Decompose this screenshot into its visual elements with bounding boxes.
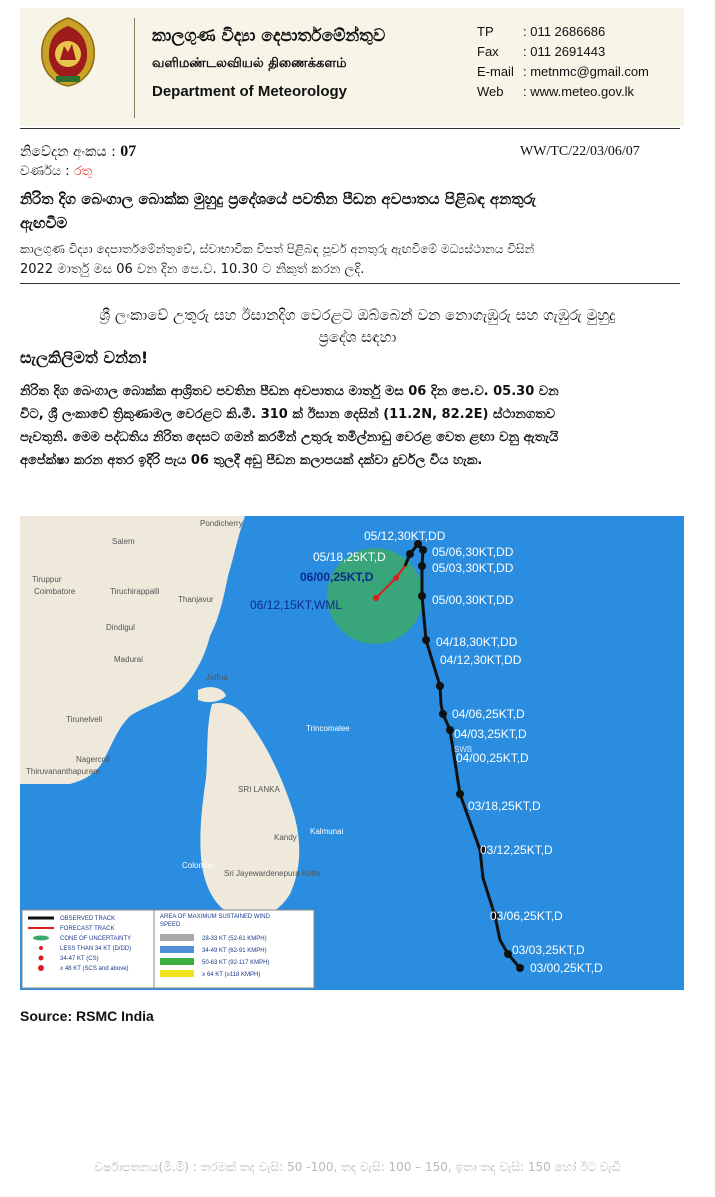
place-label: Trincomalee — [306, 724, 350, 733]
rainfall-footnote: වර්ෂාපතනය(මි.මී) : තරමක් තද වැසි: 50 -100, තද වැසි: 100 – 150, ඉතා තද වැසි: 150 හෝ ඊට වැඩි — [94, 1160, 621, 1174]
place-label: Coimbatore — [34, 587, 76, 596]
track-label: 05/06,30KT,DD — [432, 545, 514, 559]
place-label: SRI LANKA — [238, 785, 280, 794]
legend-label: FORECAST TRACK — [60, 926, 115, 932]
contact-value: : 011 2686686 — [523, 24, 606, 39]
warning-line-1: ශ්‍රී ලංකාවේ උතුරු සහ ඊසානදිග වෙරළට ඔබ්බෙන් වන නොගැඹුරු සහ ගැඹුරු මුහුදු — [99, 306, 616, 324]
contact-label: Fax — [477, 44, 499, 59]
track-label: 04/18,30KT,DD — [436, 635, 518, 649]
track-label: 05/03,30KT,DD — [432, 561, 514, 575]
place-label: Pondicherry — [200, 519, 243, 528]
contact-row — [477, 82, 649, 102]
contact-details — [477, 22, 649, 102]
jaffna-peninsula — [198, 687, 226, 702]
map-legend — [22, 910, 314, 988]
body-line-4: අපේක්ෂා කරන අතර ඉදිරි පැය 06 තුලදී අඩු පීඩන කලාපයක් දක්වා දුර්වල විය හැක. — [20, 453, 483, 468]
issued-line-2: 2022 මාර්තු මස 06 වන දින පෙ.ව. 10.30 ට නිකුත් කරන ලදි. — [20, 262, 365, 277]
notice-color — [20, 164, 92, 179]
place-label: Tiruppur — [32, 575, 62, 584]
legend-label: LESS THAN 34 KT (D/DD) — [60, 946, 132, 952]
track-label: 03/06,25KT,D — [490, 909, 563, 923]
contact-label: Web — [477, 84, 504, 99]
track-label: 03/18,25KT,D — [468, 799, 541, 813]
warning-line-2: ප්‍රදේශ සඳහා — [318, 328, 397, 346]
track-point — [456, 790, 464, 798]
place-label: Kandy — [274, 833, 297, 842]
place-label: Sri Jayewardenepura Kotte — [224, 869, 321, 878]
track-point — [406, 550, 414, 558]
legend-title: AREA OF MAXIMUM SUSTAINED WIND — [160, 914, 270, 920]
place-label: SWB — [454, 745, 473, 754]
track-label: 03/00,25KT,D — [530, 961, 603, 975]
headline-line-1: නිරිත දිග බෙංගාල බොක්ක මුහුදු ප්‍රදේශයේ පවතින පීඩන අවපාතය පිළිබඳ අනතුරු — [20, 190, 537, 208]
track-point — [436, 682, 444, 690]
track-label: 05/12,30KT,DD — [364, 529, 446, 543]
national-emblem-icon — [38, 16, 98, 88]
forecast-point — [373, 595, 379, 601]
contact-row — [477, 62, 649, 82]
headline-line-2: ඇඟවීම — [20, 214, 68, 232]
legend-label: ≥ 48 KT (SCS and above) — [60, 966, 129, 972]
track-label: 04/06,25KT,D — [452, 707, 525, 721]
track-point — [504, 950, 512, 958]
notice-color-value: රතු — [73, 164, 93, 179]
contact-row — [477, 22, 649, 42]
legend-label: ≥ 64 KT (≥118 KMPH) — [202, 972, 261, 978]
track-label: 05/18,25KT,D — [313, 550, 386, 564]
contact-row — [477, 42, 649, 62]
source-caption: Source: RSMC India — [20, 1008, 154, 1024]
track-point — [422, 636, 430, 644]
place-label: Tirunelveli — [66, 715, 103, 724]
notice-number-label: නිවේදන අංකය : — [20, 144, 116, 160]
track-point — [418, 592, 426, 600]
notice-number-value: 07 — [120, 143, 137, 160]
place-label: Thanjavur — [178, 595, 214, 604]
warning-alert: සැලකිලිමත් වන්න! — [20, 348, 149, 367]
contact-value[interactable]: : www.meteo.gov.lk — [523, 84, 635, 99]
contact-value[interactable]: : metnmc@gmail.com — [523, 64, 649, 79]
cyclone-track-map — [20, 516, 684, 990]
sri-lanka-landmass — [200, 703, 299, 919]
letterhead — [20, 8, 684, 126]
place-label: Kalmunai — [310, 827, 344, 836]
notice-color-label: වර්ණය : — [20, 164, 70, 179]
body-line-1: නිරිත දිග බෙංගාල බොක්ක ආශ්‍රිතව පවතින පීඩන අවපාතය මාර්තු මස 06 දින පෙ.ව. 05.30 වන — [20, 384, 559, 399]
track-point — [516, 964, 524, 972]
notice-number — [20, 143, 136, 161]
track-label: 06/12,15KT,WML — [250, 598, 343, 612]
header-divider — [134, 18, 135, 118]
contact-label: E-mail — [477, 64, 514, 79]
track-label: 04/12,30KT,DD — [440, 653, 522, 667]
notice-reference: WW/TC/22/03/06/07 — [520, 144, 640, 159]
contact-label: TP — [477, 24, 494, 39]
track-map-svg — [20, 516, 684, 990]
track-label: 03/03,25KT,D — [512, 943, 585, 957]
track-label: 04/00,25KT,D — [456, 751, 529, 765]
forecast-point — [393, 575, 399, 581]
department-title-tamil: வளிமண்டலவியல் திணைக்களம் — [152, 56, 347, 71]
divider-middle — [20, 283, 680, 284]
issued-line-1: කාලගුණ විද්‍යා දෙපාර්තමේන්තුවේ, ස්වාභාවික විපත් පිළිබඳ පූර්ව අනතුරු ඇඟවීමේ මධ්‍යස්ථානය විසින් — [20, 242, 535, 256]
legend-label: 50-63 KT (92-117 KMPH) — [202, 960, 270, 966]
place-label: Madurai — [114, 655, 143, 664]
track-label: 03/12,25KT,D — [480, 843, 553, 857]
place-label: Colombo — [182, 861, 215, 870]
department-title-english: Department of Meteorology — [152, 83, 348, 100]
body-line-3: පැවතුනි. මෙම පද්ධතිය නිරිත දෙසට ගමන් කරමින් උතුරු තමිල්නාඩු වෙරළ වෙත ළඟා වනු ඇතැයි — [20, 430, 559, 445]
place-label: Thiruvananthapuram — [26, 767, 100, 776]
place-label: Nagercoil — [76, 755, 110, 764]
divider-top — [20, 128, 680, 129]
legend-label: OBSERVED TRACK — [60, 916, 116, 922]
track-label: 04/03,25KT,D — [454, 727, 527, 741]
legend-label: 28-33 KT (52-61 KMPH) — [202, 936, 267, 942]
place-label: Tiruchirappalli — [110, 587, 160, 596]
track-point — [446, 726, 454, 734]
place-label: Dindigul — [106, 623, 135, 632]
track-point — [418, 562, 426, 570]
legend-label: 34-49 KT (62-91 KMPH) — [202, 948, 267, 954]
place-label: Salem — [112, 537, 135, 546]
track-label: 05/00,30KT,DD — [432, 593, 514, 607]
track-point — [439, 710, 447, 718]
contact-value: : 011 2691443 — [523, 44, 606, 59]
track-label: 06/00,25KT,D — [300, 570, 374, 584]
place-label: Jaffna — [206, 673, 228, 682]
body-line-2: විට, ශ්‍රී ලංකාවේ ත්‍රිකුණාමල වෙරළට කි.මී. 310 ක් ඊසාන දෙසින් (11.2N, 82.2E) ස්ථානගතව — [20, 407, 556, 422]
legend-title: SPEED — [160, 922, 181, 928]
legend-label: 34-47 KT (CS) — [60, 956, 99, 962]
legend-label: CONE OF UNCERTAINTY — [60, 936, 132, 942]
department-title-sinhala: කාලගුණ විද්‍යා දෙපාර්තමේන්තුව — [152, 26, 386, 46]
